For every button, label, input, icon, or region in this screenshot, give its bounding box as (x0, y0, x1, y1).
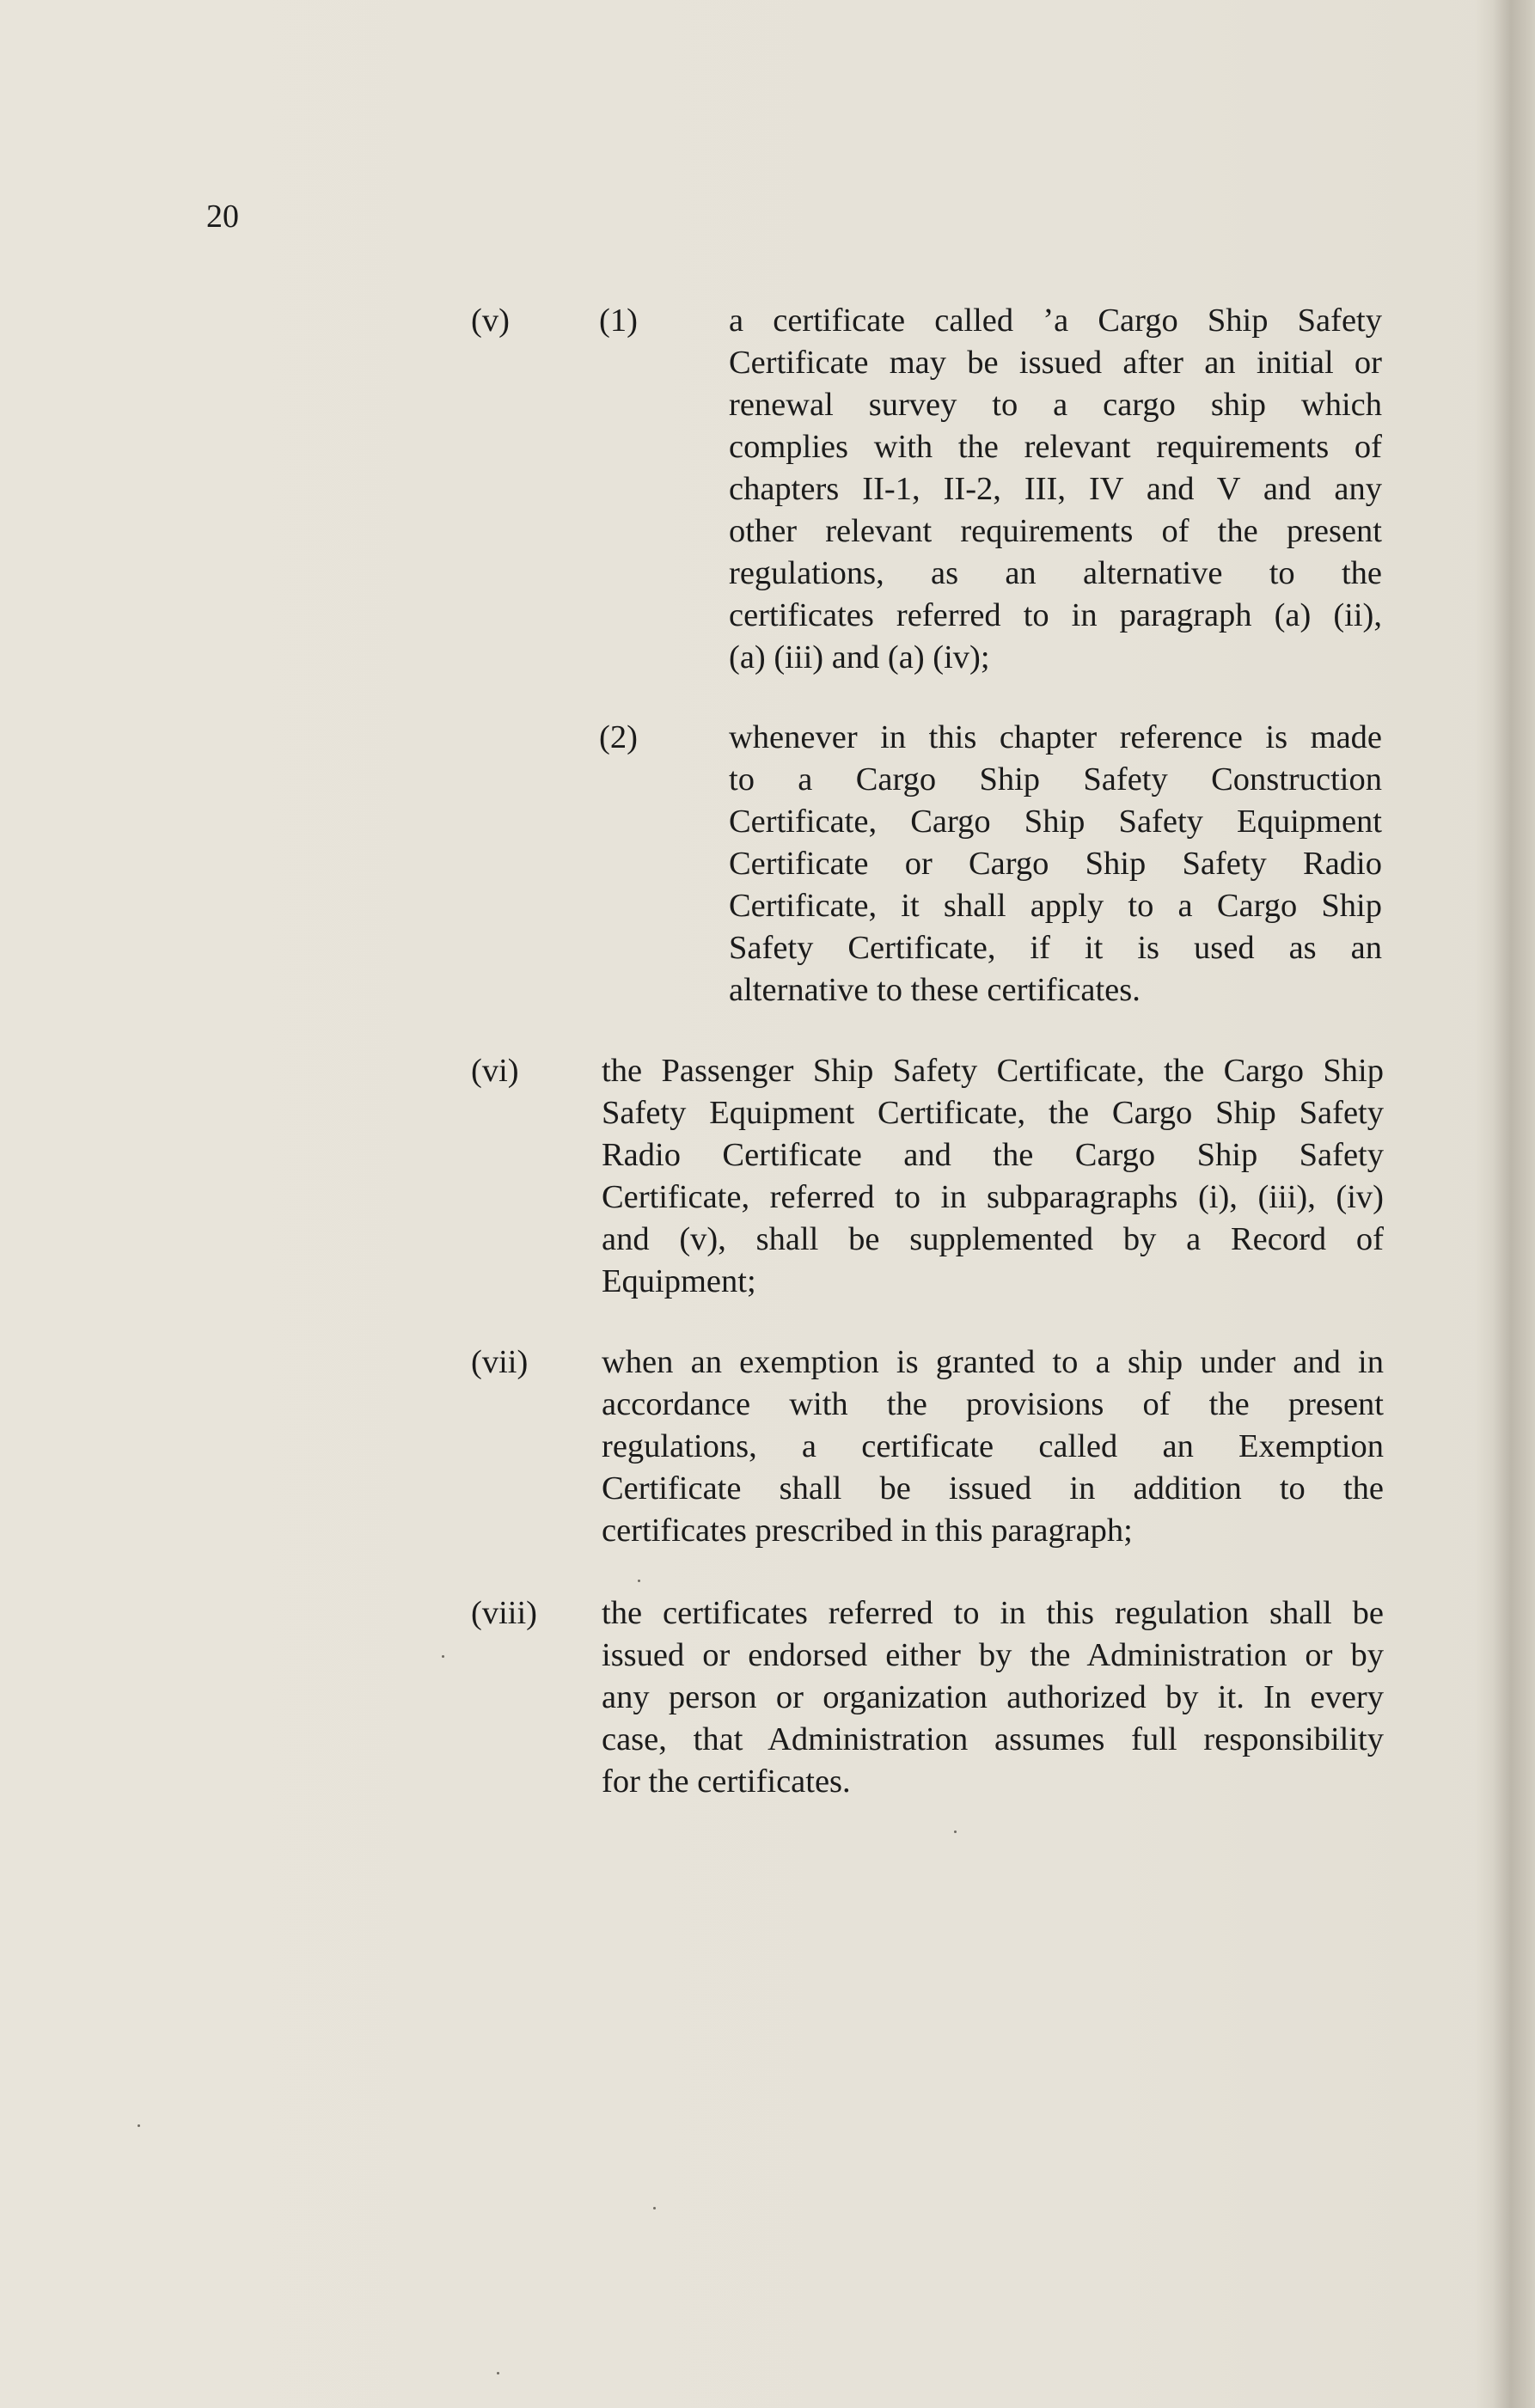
text-line: for the certificates. (602, 1763, 851, 1800)
subitem-2-text (729, 717, 1382, 1011)
subitem-label-1: (1) (599, 303, 638, 339)
scan-speck (442, 1655, 444, 1658)
text-line: Safety Equipment Certificate, the Cargo Ship Safety (602, 1095, 1384, 1131)
text-line: the certificates referred to in this regulation shall be (602, 1595, 1384, 1631)
text-line: and (v), shall be supplemented by a Record of (602, 1221, 1384, 1257)
text-line: to a Cargo Ship Safety Construction (729, 761, 1382, 798)
text-line: complies with the relevant requirements of (729, 429, 1382, 465)
text-line: (a) (iii) and (a) (iv); (729, 639, 990, 675)
item-viii-text (602, 1592, 1384, 1803)
text-line: when an exemption is granted to a ship under and in (602, 1344, 1384, 1380)
text-line: a certificate called ʼa Cargo Ship Safety (729, 303, 1382, 339)
page-number: 20 (206, 199, 239, 235)
item-vi-text (602, 1050, 1384, 1303)
text-line: case, that Administration assumes full responsibility (602, 1721, 1384, 1757)
text-line: accordance with the provisions of the present (602, 1386, 1384, 1422)
text-line: the Passenger Ship Safety Certificate, the Cargo Ship (602, 1053, 1384, 1089)
subitem-label-2: (2) (599, 719, 638, 755)
text-line: certificates prescribed in this paragraph; (602, 1513, 1133, 1549)
text-line: Certificate, Cargo Ship Safety Equipment (729, 804, 1382, 840)
item-label-vi: (vi) (471, 1053, 519, 1089)
subitem-1-text (729, 300, 1382, 679)
scan-speck (954, 1830, 957, 1833)
binding-gutter-shadow (1475, 0, 1535, 2408)
text-line: other relevant requirements of the present (729, 513, 1382, 549)
item-label-v: (v) (471, 303, 510, 339)
text-line: regulations, as an alternative to the (729, 555, 1382, 591)
text-line: Certificate shall be issued in addition to the (602, 1470, 1384, 1507)
text-line: chapters II-1, II-2, III, IV and V and any (729, 471, 1382, 507)
scan-speck (653, 2207, 656, 2209)
text-line: regulations, a certificate called an Exemption (602, 1428, 1384, 1464)
text-line: certificates referred to in paragraph (a) (ii), (729, 597, 1382, 633)
text-line: any person or organization authorized by it. In every (602, 1679, 1384, 1715)
scan-speck (497, 2372, 499, 2374)
text-line: Radio Certificate and the Cargo Ship Safety (602, 1137, 1384, 1173)
item-vii-text (602, 1342, 1384, 1552)
scan-speck (138, 2124, 140, 2127)
text-line: Certificate or Cargo Ship Safety Radio (729, 846, 1382, 882)
text-line: alternative to these certificates. (729, 972, 1141, 1008)
text-line: whenever in this chapter reference is made (729, 719, 1382, 755)
text-line: issued or endorsed either by the Administration or by (602, 1637, 1384, 1673)
item-label-viii: (viii) (471, 1595, 537, 1631)
text-line: Certificate, referred to in subparagraphs (i), (iii), (iv) (602, 1179, 1384, 1215)
text-line: Certificate may be issued after an initial or (729, 345, 1382, 381)
item-label-vii: (vii) (471, 1344, 529, 1380)
text-line: Equipment; (602, 1263, 756, 1299)
text-line: Certificate, it shall apply to a Cargo Ship (729, 888, 1382, 924)
text-line: renewal survey to a cargo ship which (729, 387, 1382, 423)
scan-speck (638, 1580, 640, 1582)
text-line: Safety Certificate, if it is used as an (729, 930, 1382, 966)
